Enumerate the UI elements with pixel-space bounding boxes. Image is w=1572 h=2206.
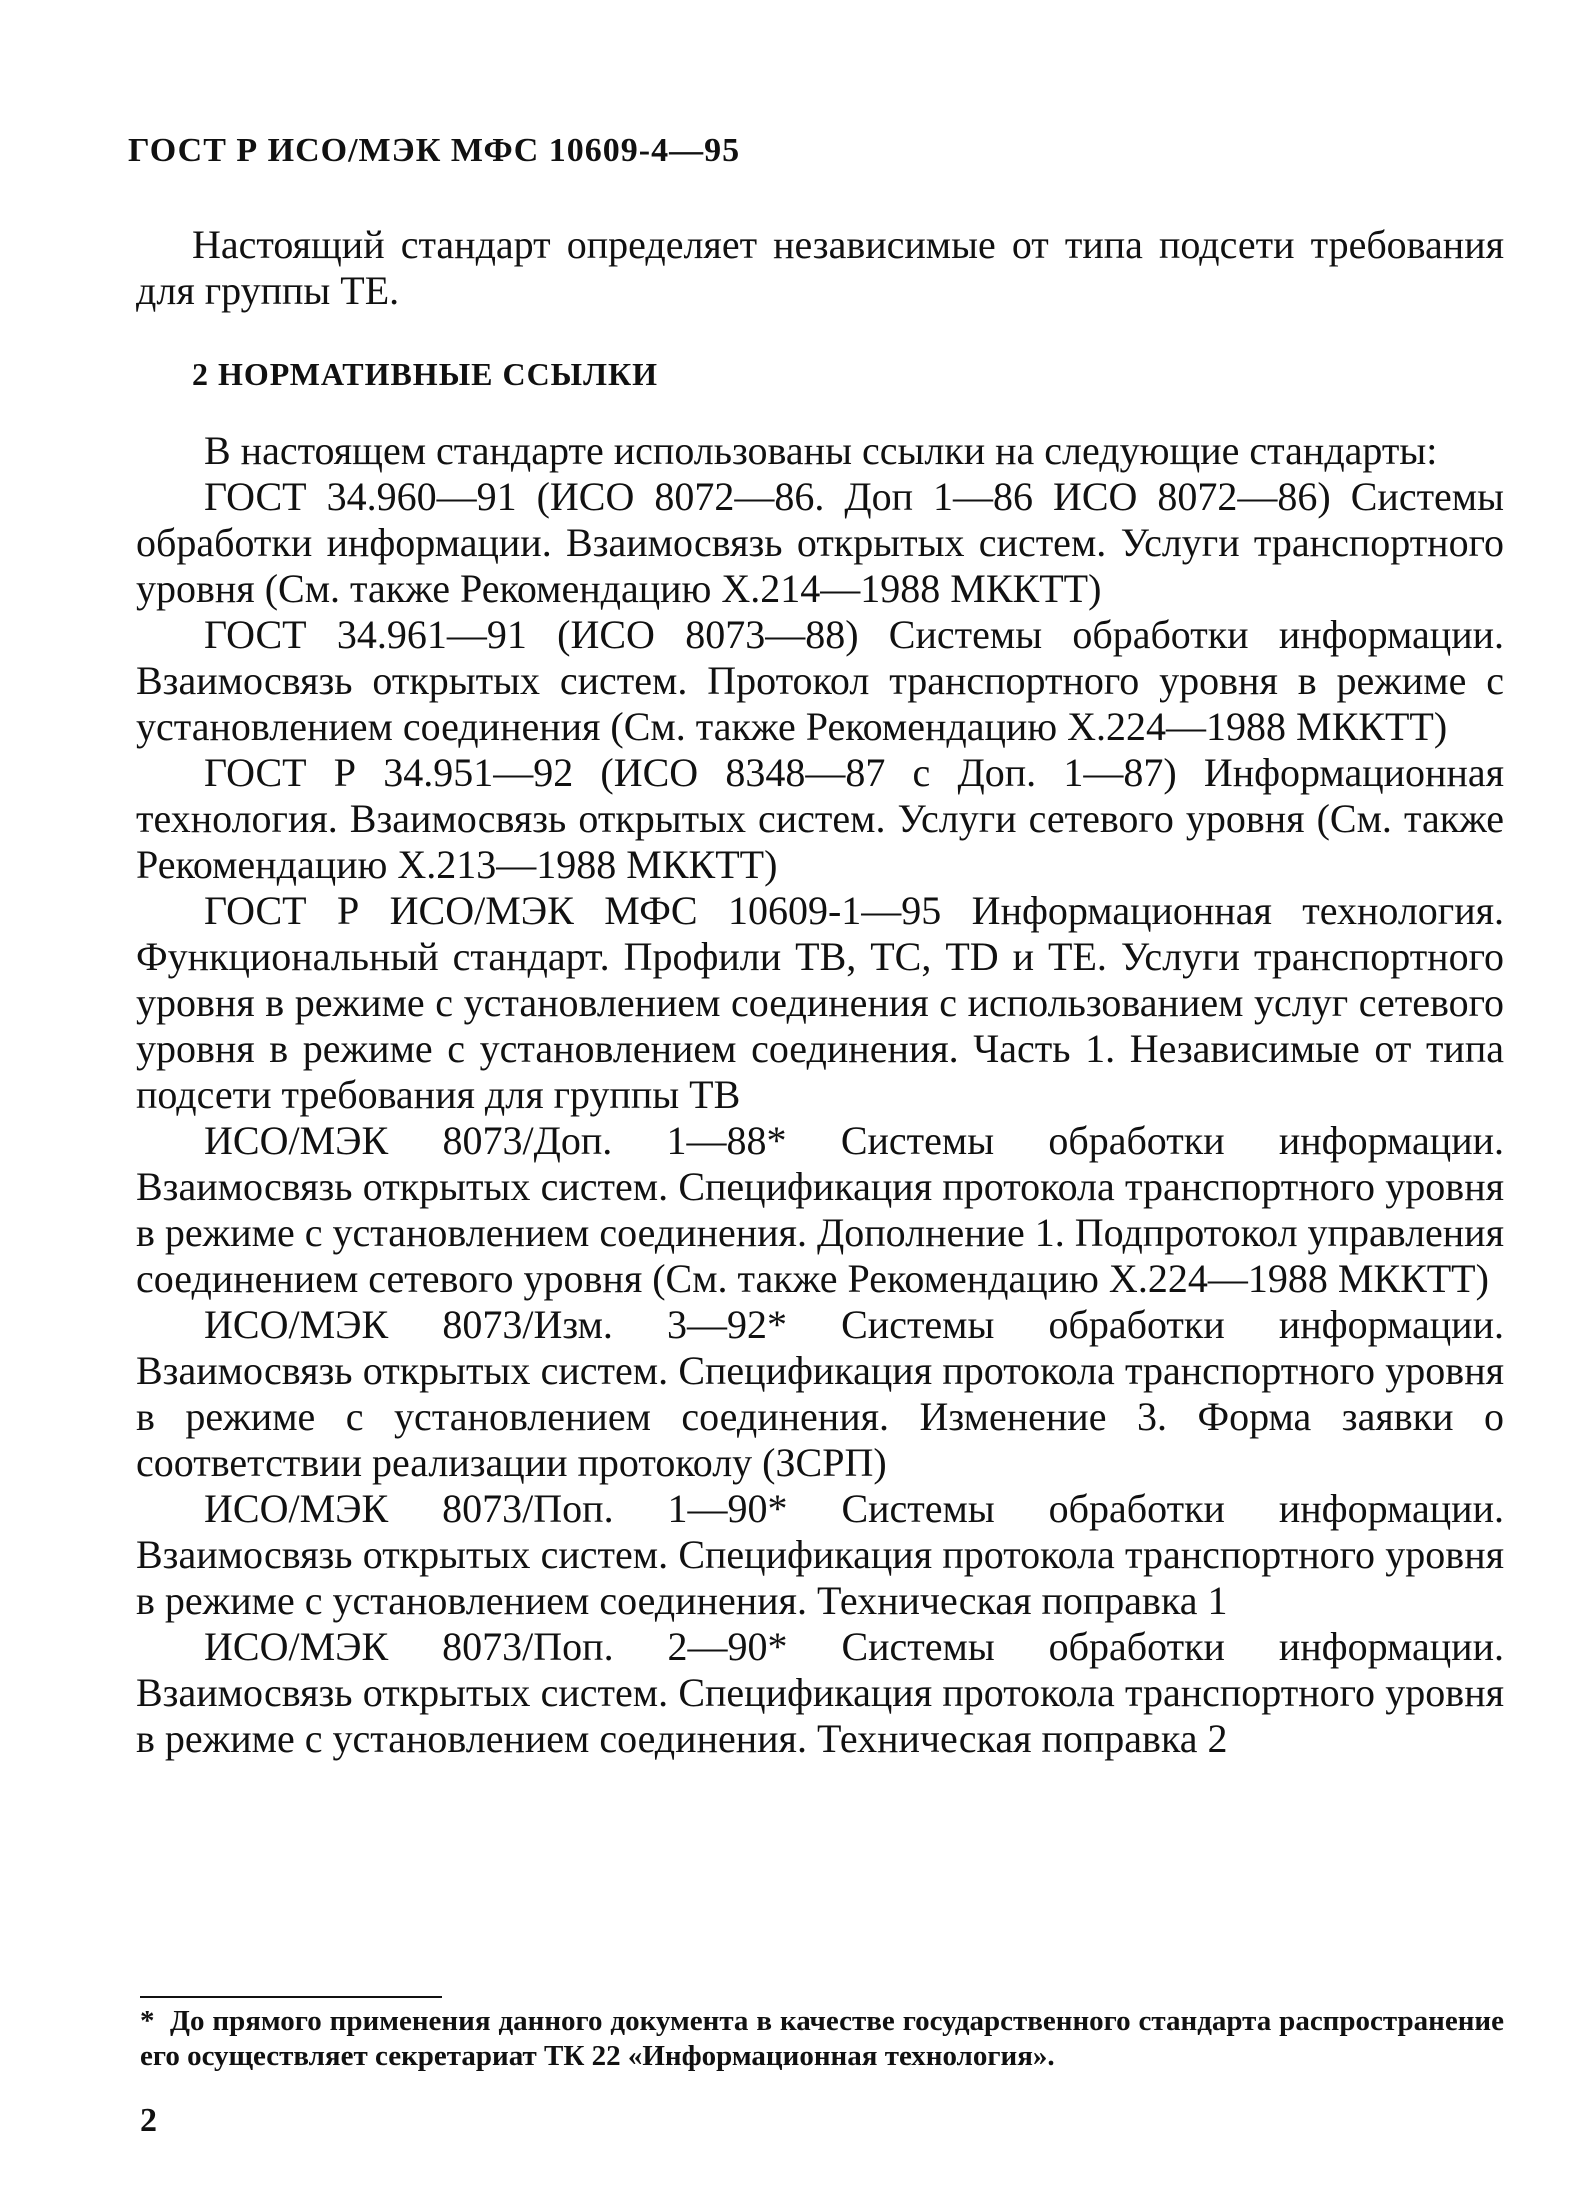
references-list xyxy=(136,428,1504,1762)
reference-item: ГОСТ Р 34.951—92 (ИСО 8348—87 с Доп. 1—87) Информационная технология. Взаимосвязь открытых систем. Услуги сетевого уровня (См. также Рекомендацию Х.213—1988 МККТТ) xyxy=(136,750,1504,887)
document-header: ГОСТ Р ИСО/МЭК МФС 10609-4—95 xyxy=(128,132,741,169)
intro-text xyxy=(136,222,1504,314)
footnote-mark: * xyxy=(140,2005,155,2037)
intro-paragraph: Настоящий стандарт определяет независимые от типа подсети требования для группы ТЕ. xyxy=(136,222,1504,313)
footnote xyxy=(140,2004,1504,2074)
references-lead: В настоящем стандарте использованы ссылки на следующие стандарты: xyxy=(204,428,1438,473)
reference-item: ИСО/МЭК 8073/Поп. 1—90* Системы обработки информации. Взаимосвязь открытых систем. Спецификация протокола транспортного уровня в режиме с установлением соединения. Техническая поправка 1 xyxy=(136,1486,1504,1623)
footnote-text: До прямого применения данного документа в качестве государственного стандарта распространение его осуществляет секретариат ТК 22 «Информационная технология». xyxy=(140,2005,1504,2072)
reference-item: ИСО/МЭК 8073/Изм. 3—92* Системы обработки информации. Взаимосвязь открытых систем. Спецификация протокола транспортного уровня в режиме с установлением соединения. Изменение 3. Форма заявки о соответствии реализации протоколу (ЗСРП) xyxy=(136,1302,1504,1485)
reference-item: ГОСТ Р ИСО/МЭК МФС 10609-1—95 Информационная технология. Функциональный стандарт. Профили ТВ, ТС, TD и ТЕ. Услуги транспортного уровня в режиме с установлением соединения с использованием услуг сетевого уровня в режиме с установлением соединения. Часть 1. Независимые от типа подсети требования для группы ТВ xyxy=(136,888,1504,1117)
footnote-divider xyxy=(140,1996,442,1998)
reference-item: ИСО/МЭК 8073/Поп. 2—90* Системы обработки информации. Взаимосвязь открытых систем. Спецификация протокола транспортного уровня в режиме с установлением соединения. Техническая поправка 2 xyxy=(136,1624,1504,1761)
reference-item: ГОСТ 34.961—91 (ИСО 8073—88) Системы обработки информации. Взаимосвязь открытых систем. Протокол транспортного уровня в режиме с установлением соединения (См. также Рекомендацию Х.224—1988 МККТТ) xyxy=(136,612,1504,749)
reference-item: ИСО/МЭК 8073/Доп. 1—88* Системы обработки информации. Взаимосвязь открытых систем. Спецификация протокола транспортного уровня в режиме с установлением соединения. Дополнение 1. Подпротокол управления соединением сетевого уровня (См. также Рекомендацию Х.224—1988 МККТТ) xyxy=(136,1118,1504,1301)
page-number: 2 xyxy=(140,2102,157,2139)
reference-item: ГОСТ 34.960—91 (ИСО 8072—86. Доп 1—86 ИСО 8072—86) Системы обработки информации. Взаимосвязь открытых систем. Услуги транспортного уровня (См. также Рекомендацию Х.214—1988 МККТТ) xyxy=(136,474,1504,611)
section-heading: 2 НОРМАТИВНЫЕ ССЫЛКИ xyxy=(192,356,659,392)
